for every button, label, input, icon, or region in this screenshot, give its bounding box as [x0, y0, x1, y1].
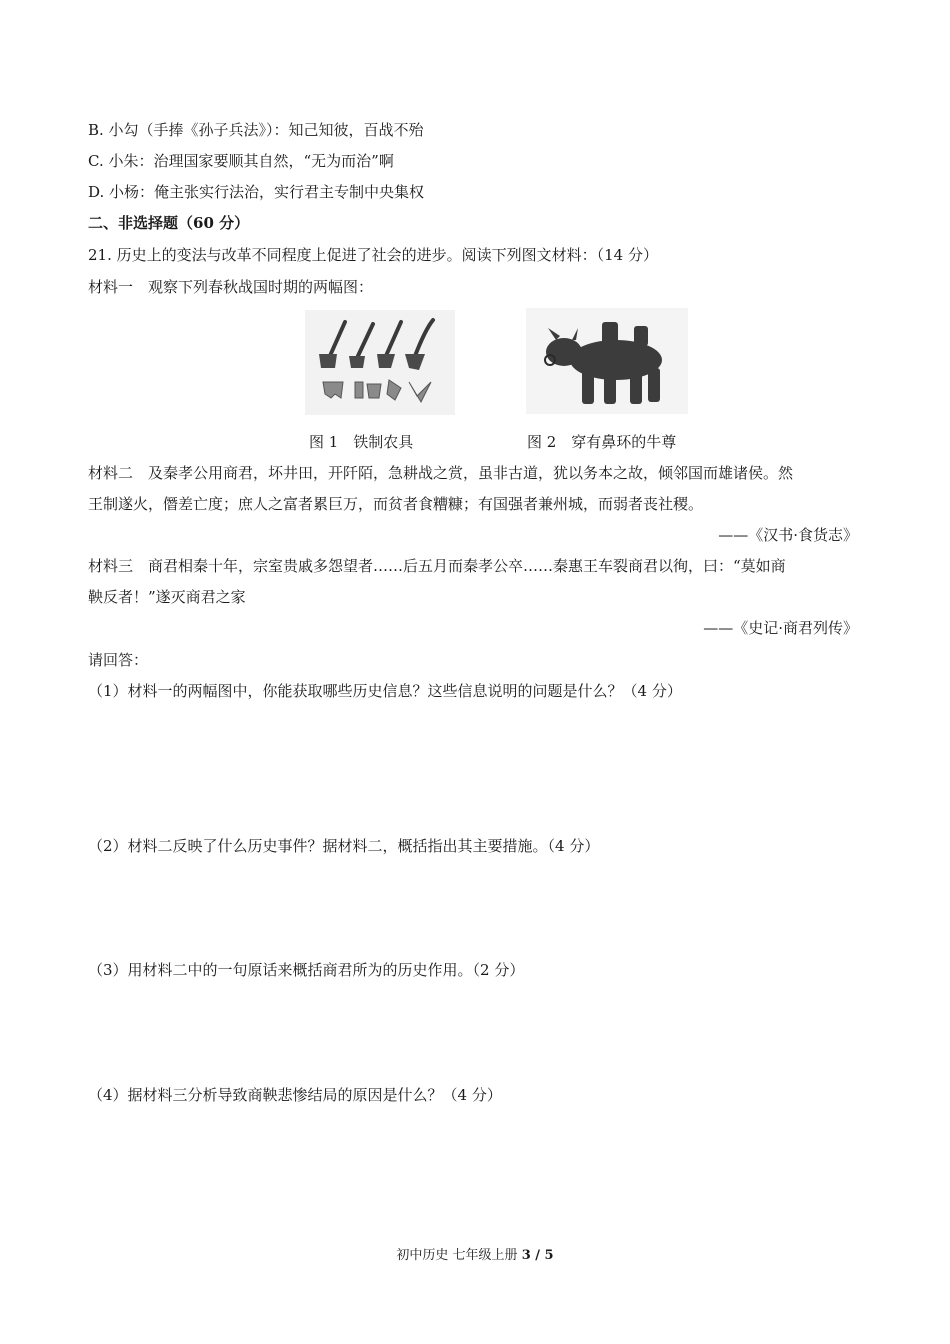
figure-1-caption: 图 1 铁制农具 [309, 433, 414, 451]
material-2-line-1: 材料二 及秦孝公用商君，坏井田，开阡陌，急耕战之赏，虽非古道，犹以务本之故，倾邻国而雄诸侯。然 [88, 464, 794, 482]
figure-2-caption: 图 2 穿有鼻环的牛尊 [527, 433, 677, 451]
option-c: C. 小朱：治理国家要顺其自然，“无为而治”啊 [88, 152, 394, 170]
sub-question-3: （3）用材料二中的一句原话来概括商君所为的历史作用。（2 分） [88, 961, 525, 979]
footer-subject: 初中历史 七年级上册 [396, 1248, 522, 1263]
question-21-stem: 21. 历史上的变法与改革不同程度上促进了社会的进步。阅读下列图文材料：（14 分） [88, 246, 658, 264]
page-footer [0, 1247, 950, 1265]
sub-question-4: （4）据材料三分析导致商鞅悲惨结局的原因是什么？（4 分） [88, 1086, 502, 1104]
answer-prompt: 请回答： [88, 651, 149, 669]
material-2-source: ——《汉书·食货志》 [718, 526, 858, 544]
section-heading: 二、非选择题（60 分） [88, 214, 250, 232]
sub-question-1: （1）材料一的两幅图中，你能获取哪些历史信息？这些信息说明的问题是什么？（4 分） [88, 682, 682, 700]
material-2-line-2: 王制遂火，僭差亡度；庶人之富者累巨万，而贫者食糟糠；有国强者兼州城，而弱者丧社稷。 [88, 495, 704, 513]
ox-vessel-figure [526, 308, 688, 414]
material-3-line-1: 材料三 商君相秦十年，宗室贵戚多怨望者……后五月而秦孝公卒……秦惠王车裂商君以徇，曰：“莫如商 [88, 557, 786, 575]
page-number: 3 / 5 [521, 1248, 554, 1263]
material-1-intro: 材料一 观察下列春秋战国时期的两幅图： [88, 278, 374, 296]
option-d: D. 小杨：俺主张实行法治，实行君主专制中央集权 [88, 183, 425, 201]
material-3-line-2: 鞅反者！”遂灭商君之家 [88, 588, 246, 606]
material-3-source: ——《史记·商君列传》 [703, 619, 858, 637]
iron-tools-figure [305, 310, 455, 415]
option-b: B. 小勾（手捧《孙子兵法》）：知己知彼，百战不殆 [88, 121, 424, 139]
sub-question-2: （2）材料二反映了什么历史事件？据材料二，概括指出其主要措施。（4 分） [88, 837, 600, 855]
